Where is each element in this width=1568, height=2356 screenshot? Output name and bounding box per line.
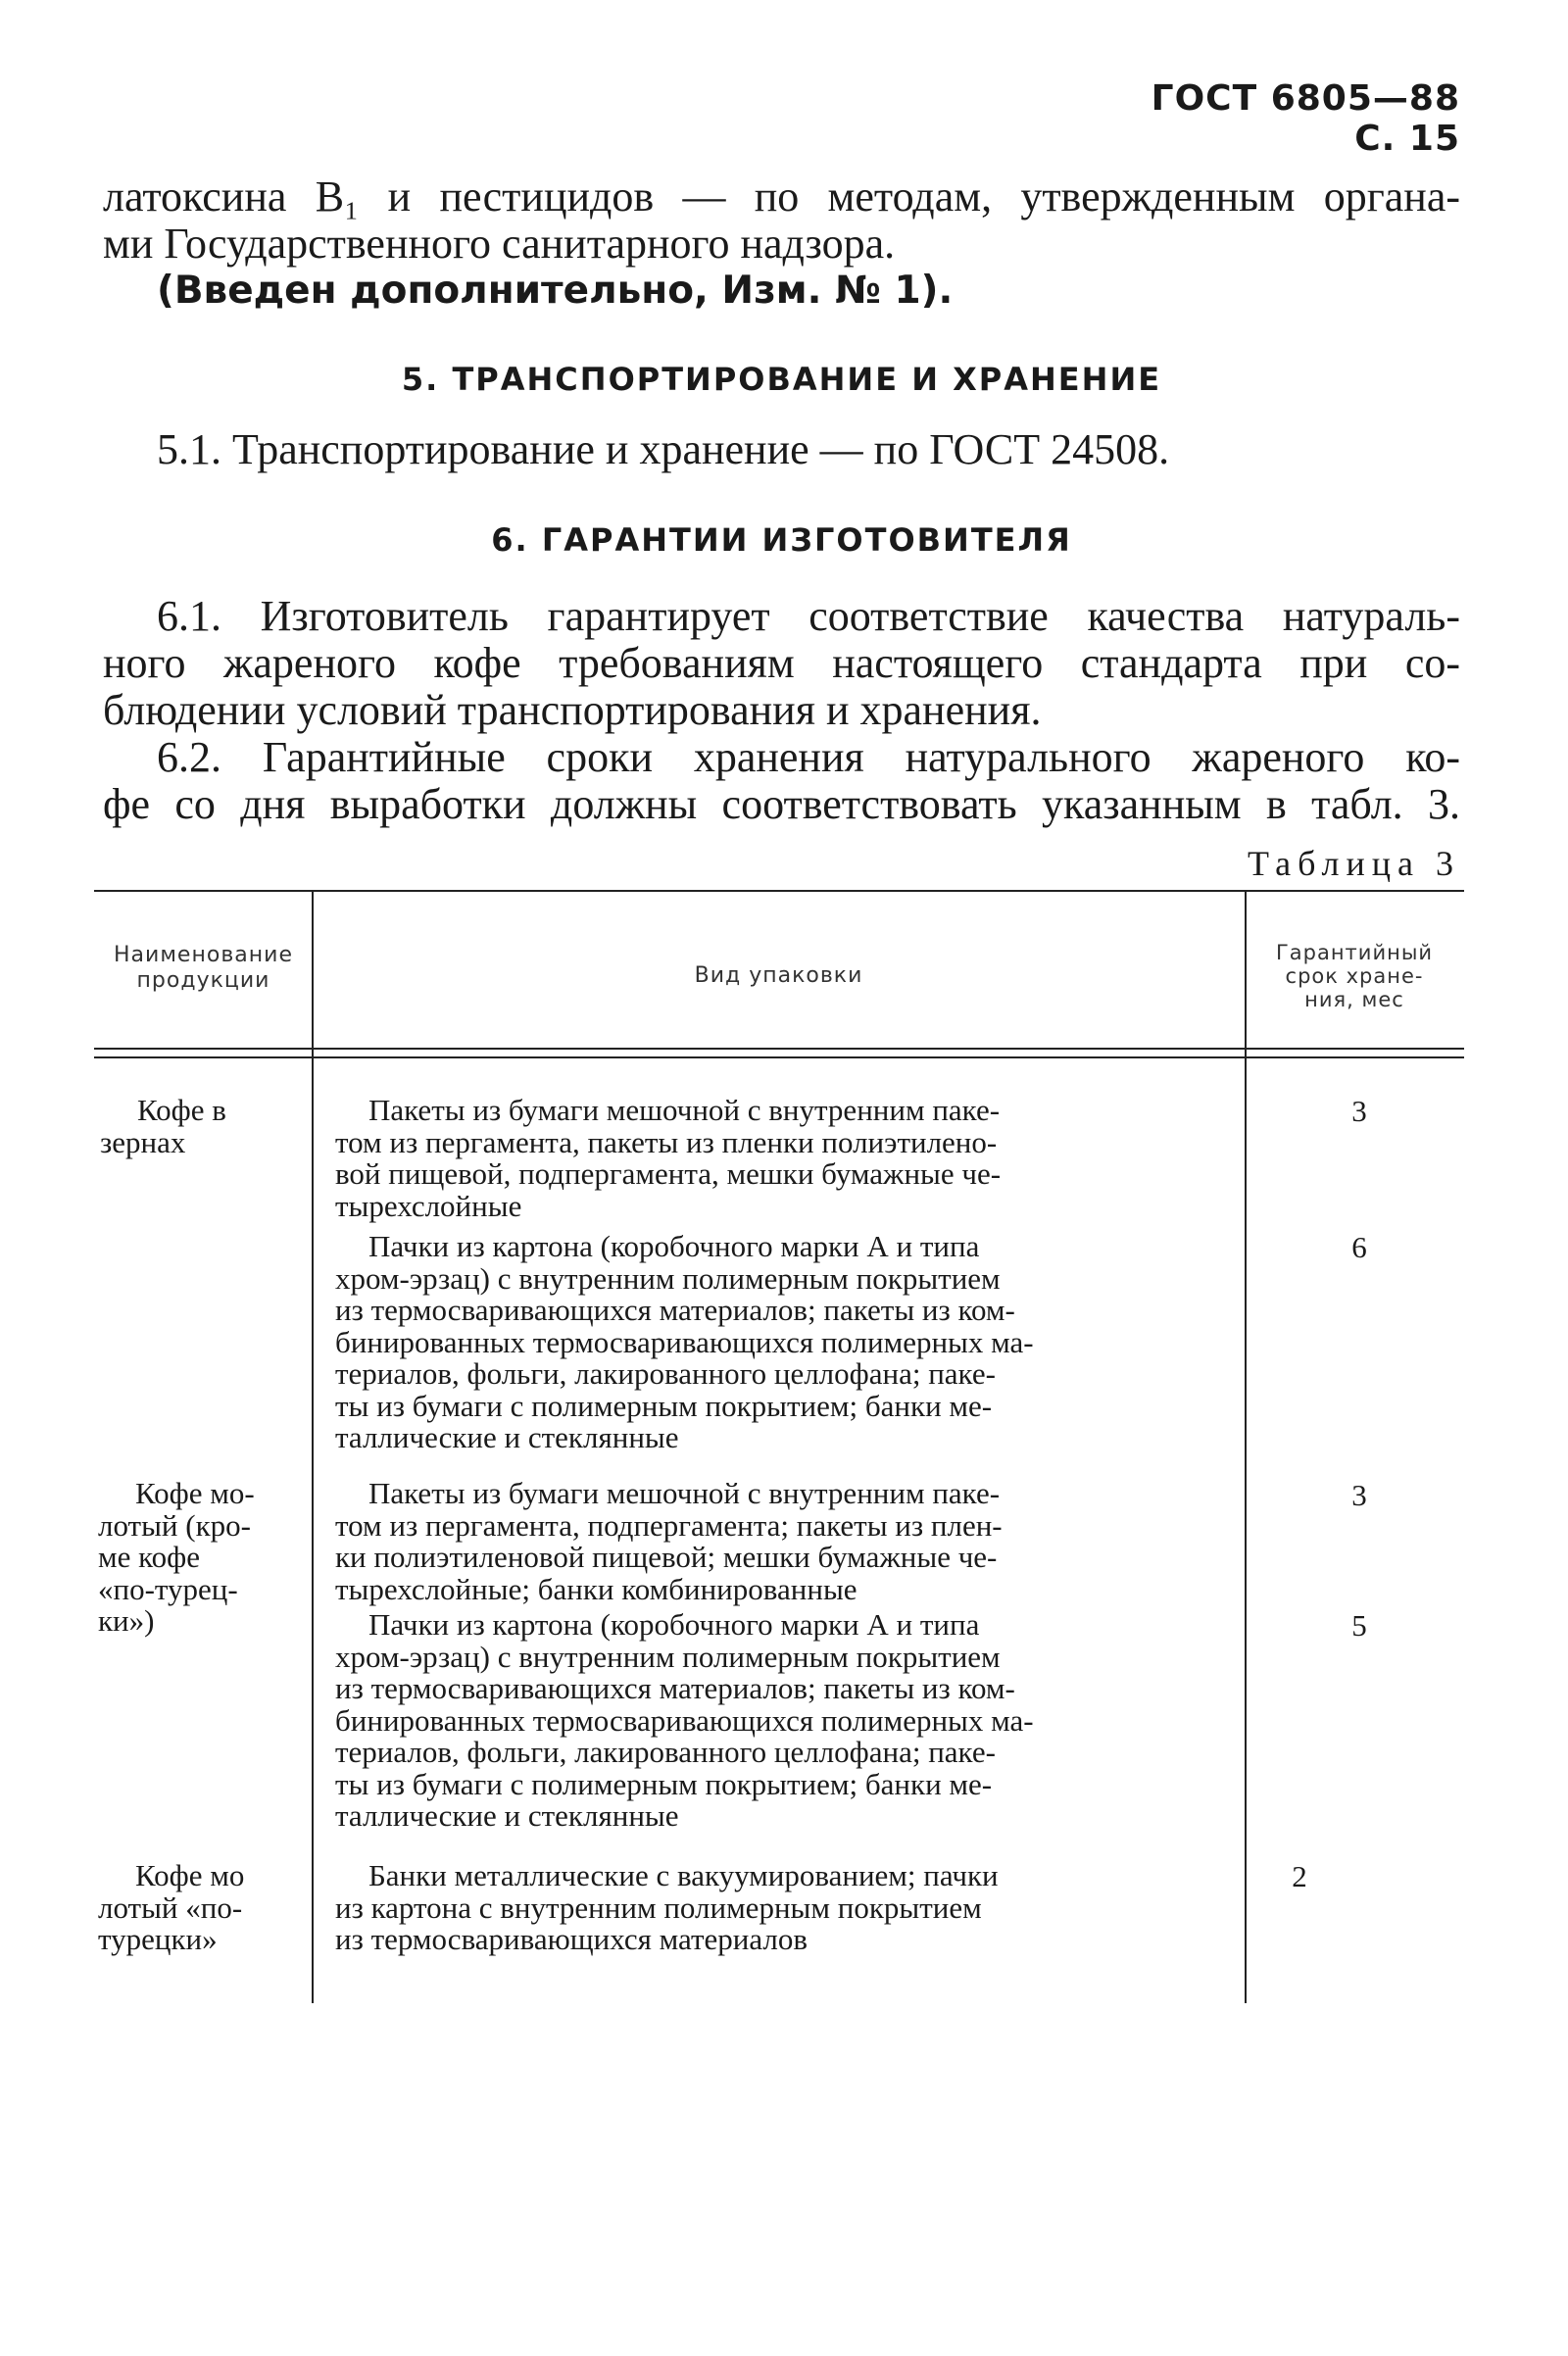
section-6-heading: 6. ГАРАНТИИ ИЗГОТОВИТЕЛЯ bbox=[491, 521, 1072, 559]
section-6-1-paragraph-cont bbox=[103, 641, 1460, 686]
intro-line-2: ми Государственного санитарного надзора. bbox=[103, 220, 896, 268]
p61-line-2: ного жареного кофе требованиям настоящего стандарта при со- bbox=[103, 639, 1460, 687]
header-product-name bbox=[98, 943, 309, 994]
product-ground bbox=[98, 1478, 304, 1638]
table-column-divider-1 bbox=[312, 892, 314, 2003]
amendment-note: (Введен дополнительно, Изм. № 1). bbox=[157, 269, 954, 313]
packaging-line: ты из бумаги с полимерным покрытием; банки ме- bbox=[335, 1766, 993, 1801]
table-top-rule bbox=[94, 890, 1464, 892]
product-line: Кофе в bbox=[137, 1093, 226, 1127]
section-5-paragraph bbox=[157, 427, 1514, 472]
product-line: ме кофе bbox=[98, 1540, 200, 1574]
product-line: зернах bbox=[100, 1124, 186, 1159]
product-line: турецки» bbox=[98, 1922, 218, 1956]
table-header-rule-2 bbox=[94, 1056, 1464, 1058]
header-product-name-line-1: Наименование bbox=[114, 943, 293, 967]
packaging-line: из термосваривающихся материалов bbox=[335, 1922, 808, 1956]
packaging-line: Пачки из картона (коробочного марки А и типа bbox=[368, 1607, 980, 1642]
header-product-name-line-2: продукции bbox=[136, 968, 270, 993]
packaging-row-5 bbox=[335, 1858, 1217, 1956]
table-column-divider-2 bbox=[1245, 892, 1247, 2003]
packaging-row-3 bbox=[335, 1476, 1217, 1606]
p62-line-2: фе со дня выработки должны соответствовать указанным в табл. 3. bbox=[103, 780, 1460, 828]
packaging-line: териалов, фольги, лакированного целлофана; паке- bbox=[335, 1356, 996, 1391]
packaging-line: Пакеты из бумаги мешочной с внутренним паке- bbox=[368, 1476, 1001, 1510]
intro-paragraph-end bbox=[103, 221, 1460, 267]
intro-paragraph bbox=[103, 174, 1460, 220]
p62-line-1: 6.2. Гарантийные сроки хранения натурального жареного ко- bbox=[157, 733, 1460, 781]
packaging-line: том из пергамента, пакеты из пленки полиэтилено- bbox=[335, 1124, 998, 1159]
packaging-line: тырехслойные bbox=[335, 1188, 522, 1223]
packaging-line: таллические и стеклянные bbox=[335, 1420, 679, 1454]
packaging-line: тырехслойные; банки комбинированные bbox=[335, 1571, 858, 1606]
packaging-line: из термосваривающихся материалов; пакеты из ком- bbox=[335, 1293, 1015, 1327]
section-5-line: 5.1. Транспортирование и хранение — по ГОСТ 24508. bbox=[157, 425, 1170, 473]
packaging-line: Пачки из картона (коробочного марки А и типа bbox=[368, 1229, 980, 1263]
table-header-rule-1 bbox=[94, 1048, 1464, 1050]
product-line: Кофе мо- bbox=[135, 1476, 255, 1510]
p61-line-1: 6.1. Изготовитель гарантирует соответствие качества натураль- bbox=[157, 592, 1460, 640]
packaging-line: териалов, фольги, лакированного целлофана; паке- bbox=[335, 1735, 996, 1769]
product-line: Кофе мо bbox=[135, 1858, 245, 1892]
section-5-heading: 5. ТРАНСПОРТИРОВАНИЕ И ХРАНЕНИЕ bbox=[401, 361, 1162, 398]
packaging-row-2 bbox=[335, 1229, 1217, 1454]
packaging-row-1 bbox=[335, 1093, 1217, 1223]
term-row-4: 5 bbox=[1351, 1608, 1367, 1643]
term-row-3: 3 bbox=[1351, 1478, 1367, 1512]
header-term-line-3: ния, мес bbox=[1304, 988, 1404, 1011]
term-row-5: 2 bbox=[1292, 1859, 1307, 1893]
packaging-line: хром-эрзац) с внутренним полимерным покрытием bbox=[335, 1260, 1001, 1296]
packaging-line: Банки металлические с вакуумированием; пачки bbox=[368, 1858, 999, 1892]
product-line: лотый (кро- bbox=[98, 1507, 251, 1543]
table-caption: Таблица 3 bbox=[1248, 844, 1460, 883]
section-6-1-paragraph-end bbox=[103, 688, 1460, 733]
product-line: ки») bbox=[98, 1603, 155, 1638]
header-term-line-2: срок хране- bbox=[1285, 964, 1424, 988]
header-term-line-1: Гарантийный bbox=[1275, 941, 1434, 964]
packaging-line: ты из бумаги с полимерным покрытием; банки ме- bbox=[335, 1388, 993, 1423]
packaging-row-4 bbox=[335, 1607, 1217, 1833]
packaging-line: таллические и стеклянные bbox=[335, 1798, 679, 1833]
product-line: «по-турец- bbox=[98, 1571, 238, 1606]
section-6-2-paragraph bbox=[157, 735, 1460, 780]
packaging-line: ки полиэтиленовой пищевой; мешки бумажные че- bbox=[335, 1540, 998, 1574]
page-header: ГОСТ 6805—88 С. 15 bbox=[1151, 78, 1460, 159]
packaging-line: бинированных термосваривающихся полимерных ма- bbox=[335, 1702, 1034, 1738]
product-whole-beans bbox=[100, 1093, 343, 1159]
packaging-line: из картона с внутренним полимерным покрытием bbox=[335, 1890, 982, 1925]
packaging-line: из термосваривающихся материалов; пакеты из ком- bbox=[335, 1671, 1015, 1705]
packaging-line: том из пергамента, подпергамента; пакеты из плен- bbox=[335, 1507, 1003, 1543]
header-packaging: Вид упаковки bbox=[694, 963, 863, 988]
intro-line-1: латоксина B₁ и пестицидов — по методам, утвержденным органа- bbox=[103, 172, 1460, 221]
packaging-line: вой пищевой, подпергамента, мешки бумажные че- bbox=[335, 1156, 1002, 1191]
product-turkish-ground bbox=[98, 1860, 304, 1956]
packaging-line: Пакеты из бумаги мешочной с внутренним паке- bbox=[368, 1093, 1001, 1127]
packaging-line: бинированных термосваривающихся полимерных ма- bbox=[335, 1324, 1034, 1359]
section-6-1-paragraph bbox=[157, 594, 1460, 639]
term-row-2: 6 bbox=[1351, 1230, 1367, 1264]
header-term bbox=[1249, 941, 1460, 1011]
section-6-2-paragraph-end bbox=[103, 782, 1460, 827]
product-line: лотый «по- bbox=[98, 1890, 243, 1925]
packaging-line: хром-эрзац) с внутренним полимерным покрытием bbox=[335, 1639, 1001, 1674]
p61-line-3: блюдении условий транспортирования и хранения. bbox=[103, 686, 1042, 734]
term-row-1: 3 bbox=[1351, 1094, 1367, 1128]
